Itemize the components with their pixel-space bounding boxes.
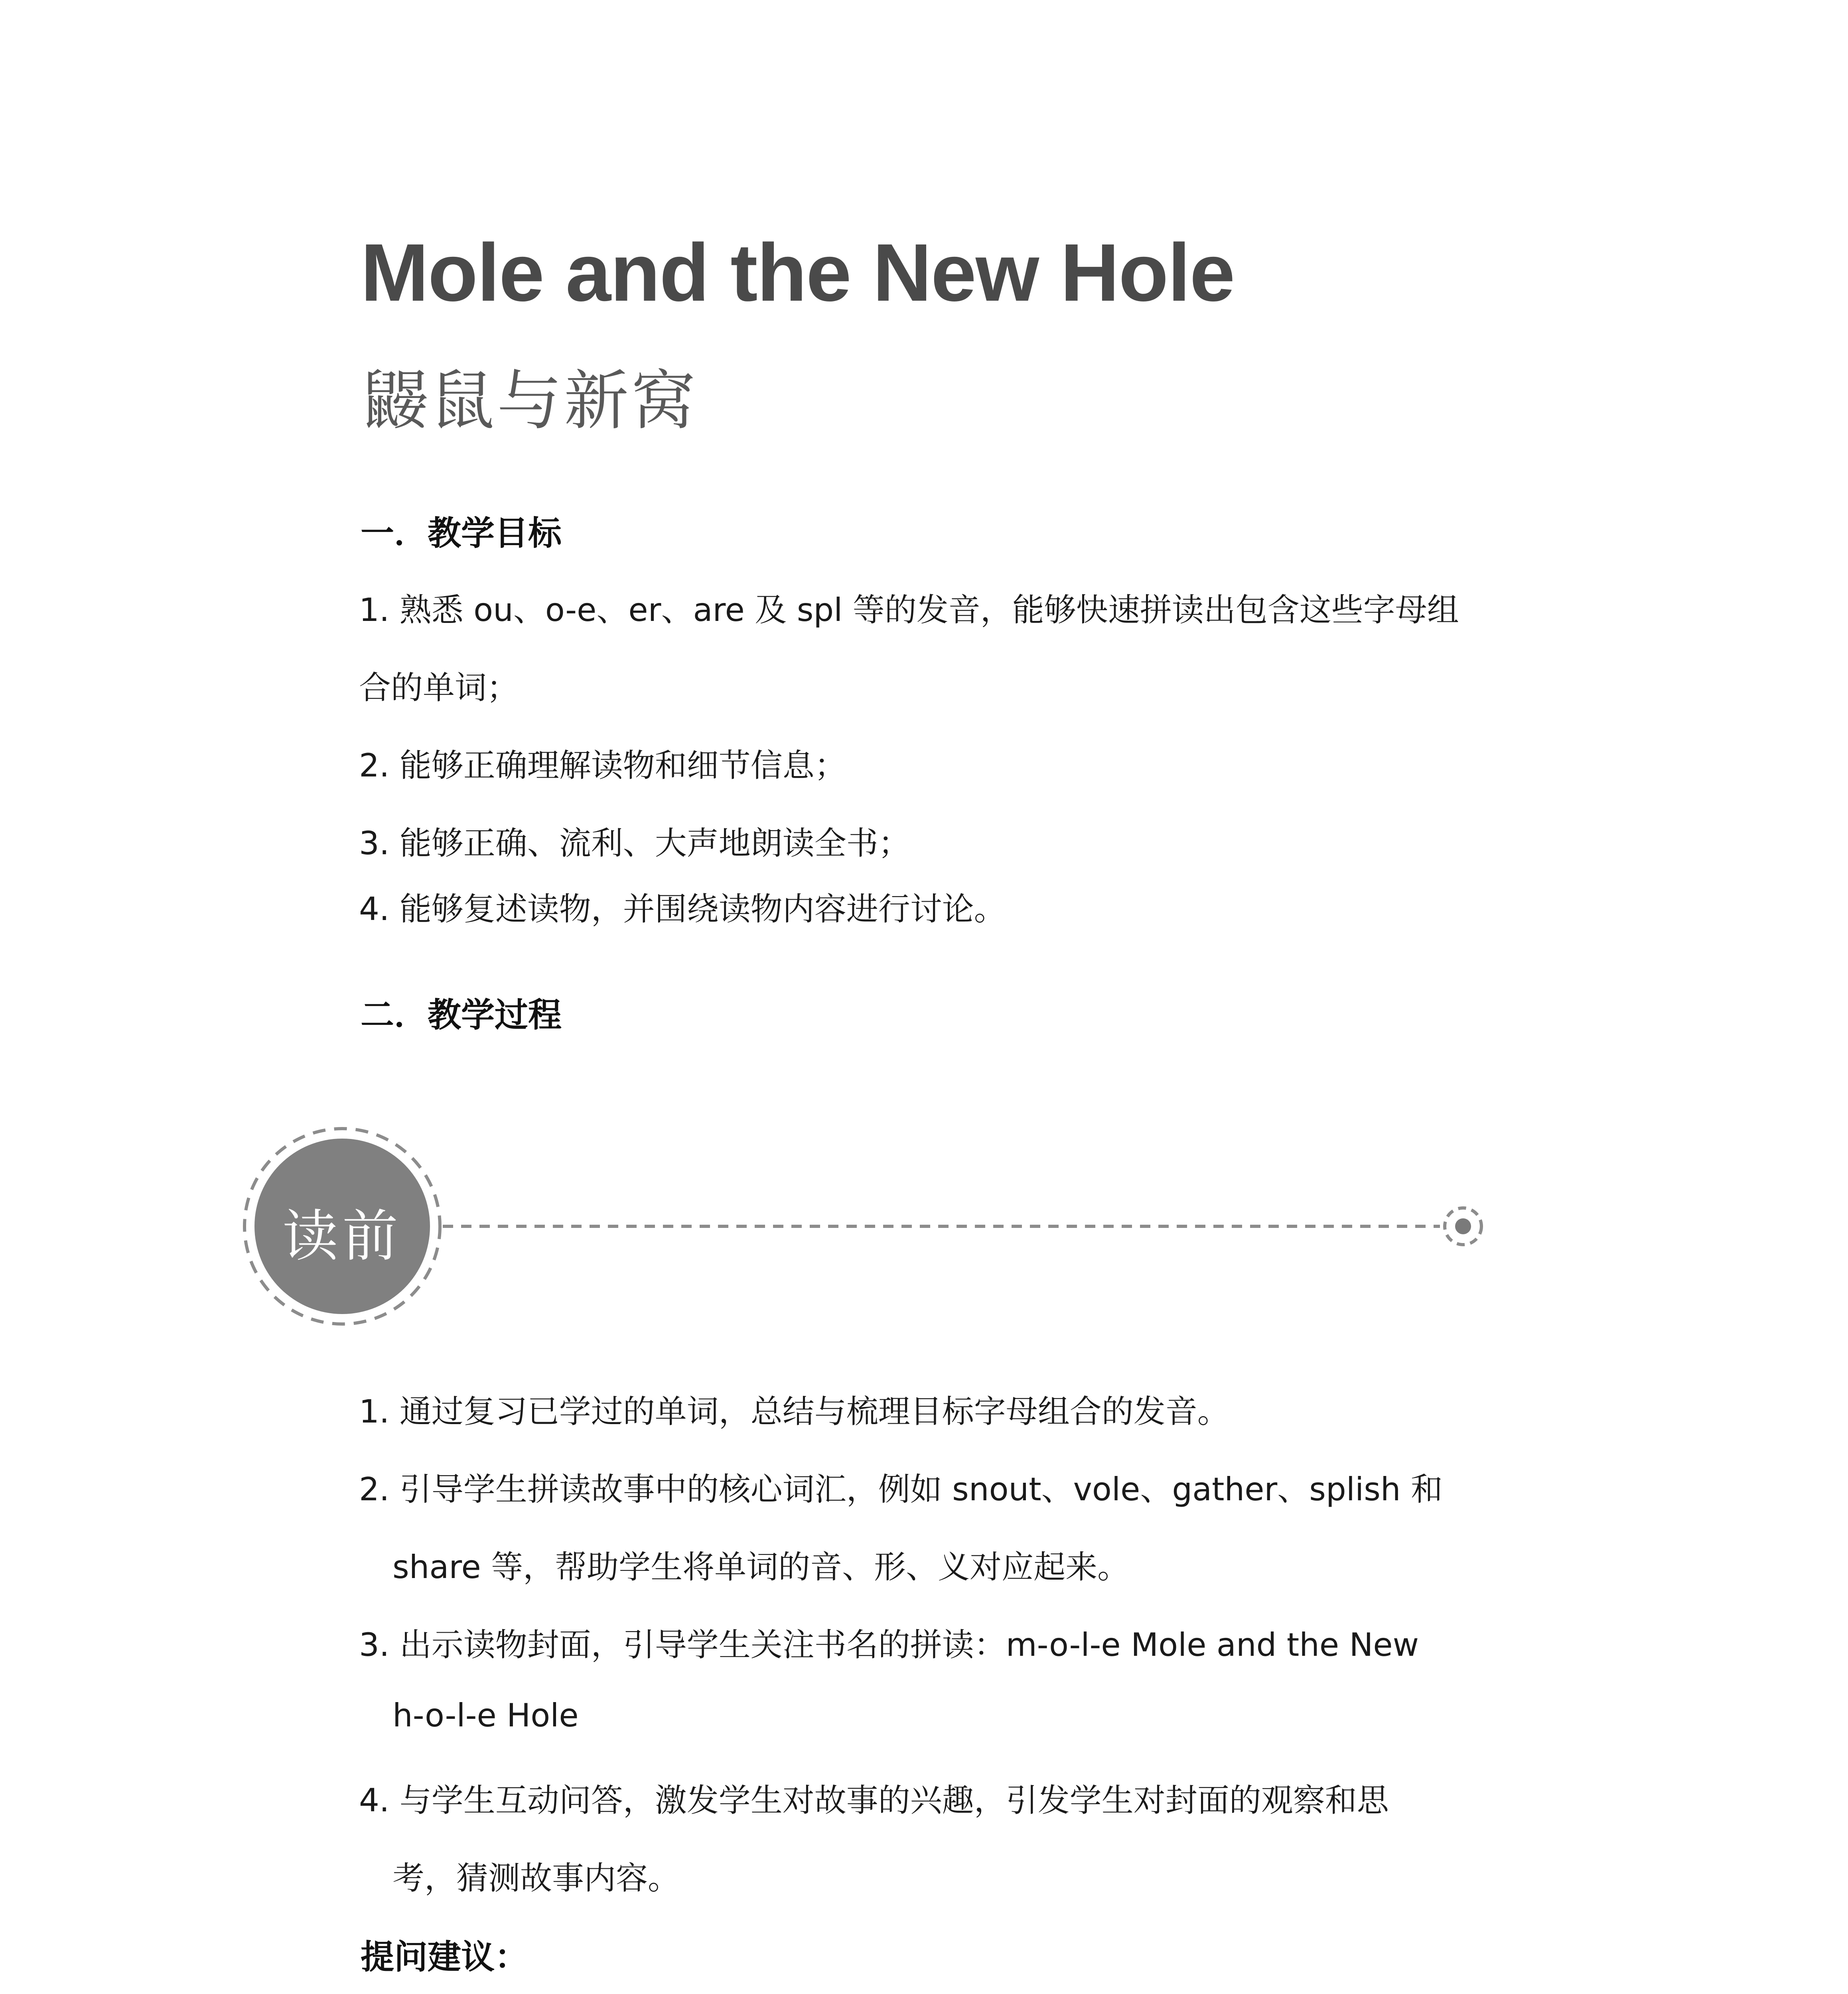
goal-item: 合的单词； [359, 669, 519, 706]
section-heading-process: 二．教学过程 [361, 995, 562, 1034]
endpoint-dot [1455, 1218, 1471, 1234]
badge-label: 读前 [282, 1204, 402, 1269]
section-heading-goals: 一．教学目标 [361, 514, 562, 553]
page-title: Mole and the New Hole [361, 227, 1235, 318]
goal-item: 3. 能够正确、流利、大声地朗读全书； [359, 825, 910, 862]
question-suggestions-heading: 提问建议： [361, 1937, 529, 1976]
goal-item: 2. 能够正确理解读物和细节信息； [359, 747, 846, 784]
prereading-item: share 等，帮助学生将单词的音、形、义对应起来。 [392, 1549, 1130, 1586]
prereading-item: h-o-l-e Hole [392, 1697, 579, 1734]
goal-item: 4. 能够复述读物，并围绕读物内容进行讨论。 [359, 891, 1006, 928]
prereading-item: 2. 引导学生拼读故事中的核心词汇，例如 snout、vole、gather、splish 和 [359, 1471, 1443, 1508]
page-subtitle: 鼹鼠与新窝 [363, 364, 698, 439]
prereading-item: 4. 与学生互动问答，激发学生对故事的兴趣，引发学生对封面的观察和思 [359, 1782, 1389, 1819]
prereading-item: 考，猜测故事内容。 [392, 1860, 680, 1897]
prereading-item: 1. 通过复习已学过的单词，总结与梳理目标字母组合的发音。 [359, 1393, 1229, 1430]
prereading-item: 3. 出示读物封面，引导学生关注书名的拼读：m-o-l-e Mole and the New [359, 1626, 1419, 1663]
goal-item: 1. 熟悉 ou、o-e、er、are 及 spl 等的发音，能够快速拼读出包含这些字母组 [359, 591, 1459, 629]
